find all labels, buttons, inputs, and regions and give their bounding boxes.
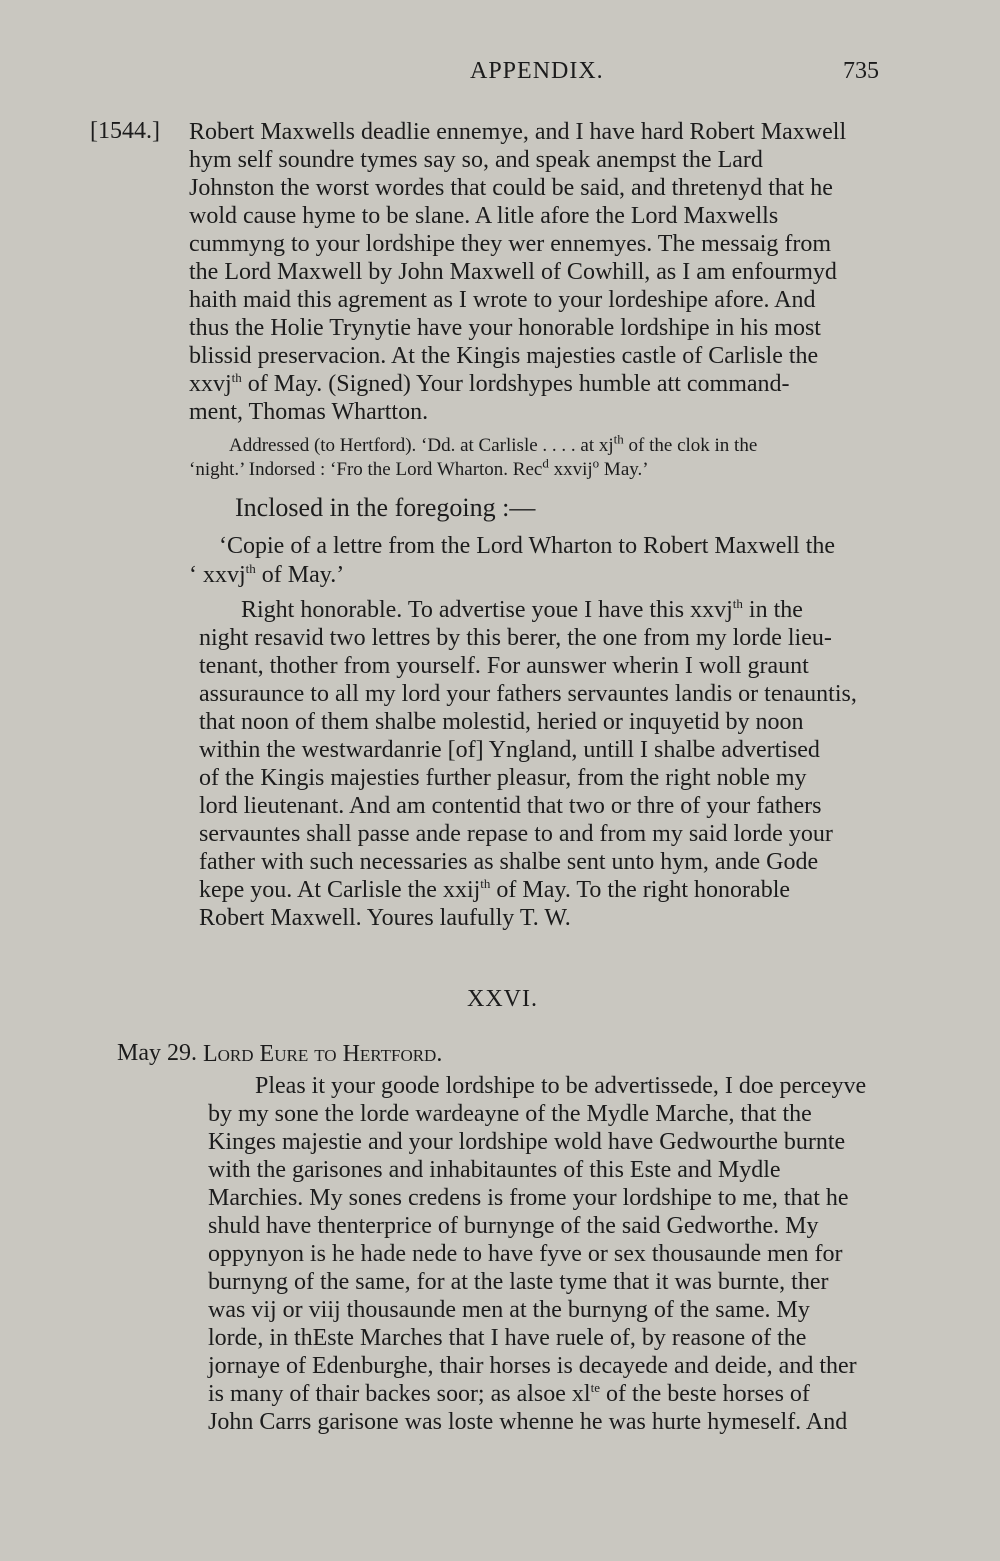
body-line: xxvj$^{th}$ of May. (Signed) Your lordshypes humble att command- [189,370,790,397]
body-line: haith maid this agrement as I wrote to your lordeshipe afore. And [189,287,816,313]
copy-title-line: ‘Copie of a lettre from the Lord Wharton to Robert Maxwell the [219,533,836,559]
body-line: blissid preservacion. At the Kingis majesties castle of Carlisle the [189,343,819,369]
body-line: ment, Thomas Whartton. [189,399,429,425]
body-line: thus the Holie Trynytie have your honorable lordshipe in his most [189,315,821,341]
body-line: jornaye of Edenburghe, thair horses is decayede and deide, and ther [208,1353,857,1379]
margin-year: [1544.] [90,118,160,144]
body-line: burnyng of the same, for at the laste tyme that it was burnte, ther [208,1269,829,1295]
body-line: assuraunce to all my lord your fathers servauntes landis or tenauntis, [199,681,857,707]
body-line: of the Kingis majesties further pleasur, from the right noble my [199,765,807,791]
margin-date: May 29. [117,1040,197,1066]
body-line: Johnston the worst wordes that could be said, and thretenyd that he [189,175,833,201]
page-number: 735 [843,58,879,84]
body-line: servauntes shall passe ande repase to and from my said lorde your [199,821,833,847]
body-line: hym self soundre tymes say so, and speak anempst the Lard [189,147,763,173]
body-line: that noon of them shalbe molestid, heried or inquyetid by noon [199,709,804,735]
body-line: cummyng to your lordshipe they wer ennemyes. The messaig from [189,231,832,257]
body-line: Kinges majestie and your lordshipe wold have Gedwourthe burnte [208,1129,846,1155]
body-line: lorde, in thEste Marches that I have ruele of, by reasone of the [208,1325,807,1351]
body-line: tenant, thother from yourself. For aunswer wherin I woll graunt [199,653,809,679]
body-line: John Carrs garisone was loste whenne he was hurte hymeself. And [208,1409,848,1435]
body-line: within the westwardanrie [of] Yngland, untill I shalbe advertised [199,737,820,763]
running-header: APPENDIX. [470,58,604,84]
body-line: Marchies. My sones credens is frome your lordshipe to me, that he [208,1185,849,1211]
address-note: Addressed (to Hertford). ‘Dd. at Carlisle . . . . at $xj^{th}$ of the clok in the [229,431,758,456]
body-line: oppynyon is he hade nede to have fyve or sex thousaunde men for [208,1241,843,1267]
body-line: with the garisones and inhabitauntes of this Este and Mydle [208,1157,781,1183]
body-line: Robert Maxwell. Youres laufully T. W. [199,905,571,931]
body-line: shuld have thenterprice of burnynge of the said Gedworthe. My [208,1213,819,1239]
body-line: Pleas it your goode lordshipe to be advertissede, I doe perceyve [255,1073,867,1099]
body-line: by my sone the lorde wardeayne of the Mydle Marche, that the [208,1101,812,1127]
address-note: ‘night.’ Indorsed : ‘Fro the Lord Wharton. Rec$^d$ xxvij$^o$ May.’ [189,455,649,480]
copy-title-line: ‘ xxvj$^{th}$ of May.’ [189,561,345,588]
body-line: Right honorable. To advertise youe I have this xxvj$^{th}$ in the [241,596,803,623]
body-line: wold cause hyme to be slane. A litle afore the Lord Maxwells [189,203,779,229]
body-line: kepe you. At Carlisle the xxij$^{th}$ of May. To the right honorable [199,876,791,903]
body-line: night resavid two lettres by this berer, the one from my lorde lieu- [199,625,832,651]
body-line: father with such necessaries as shalbe sent unto hym, ande Gode [199,849,819,875]
body-line: was vij or viij thousaunde men at the burnyng of the same. My [208,1297,810,1323]
body-line: is many of thair backes soor; as alsoe $xl^{te}$ of the beste horses of [208,1380,810,1407]
letter-heading: Lord Eure to Hertford. [203,1041,443,1067]
body-line: Robert Maxwells deadlie ennemye, and I have hard Robert Maxwell [189,119,847,145]
body-line: lord lieutenant. And am contentid that two or thre of your fathers [199,793,822,819]
section-number: XXVI. [467,986,538,1012]
body-line: the Lord Maxwell by John Maxwell of Cowhill, as I am enfourmyd [189,259,837,285]
inclosed-heading: Inclosed in the foregoing :— [235,493,536,522]
